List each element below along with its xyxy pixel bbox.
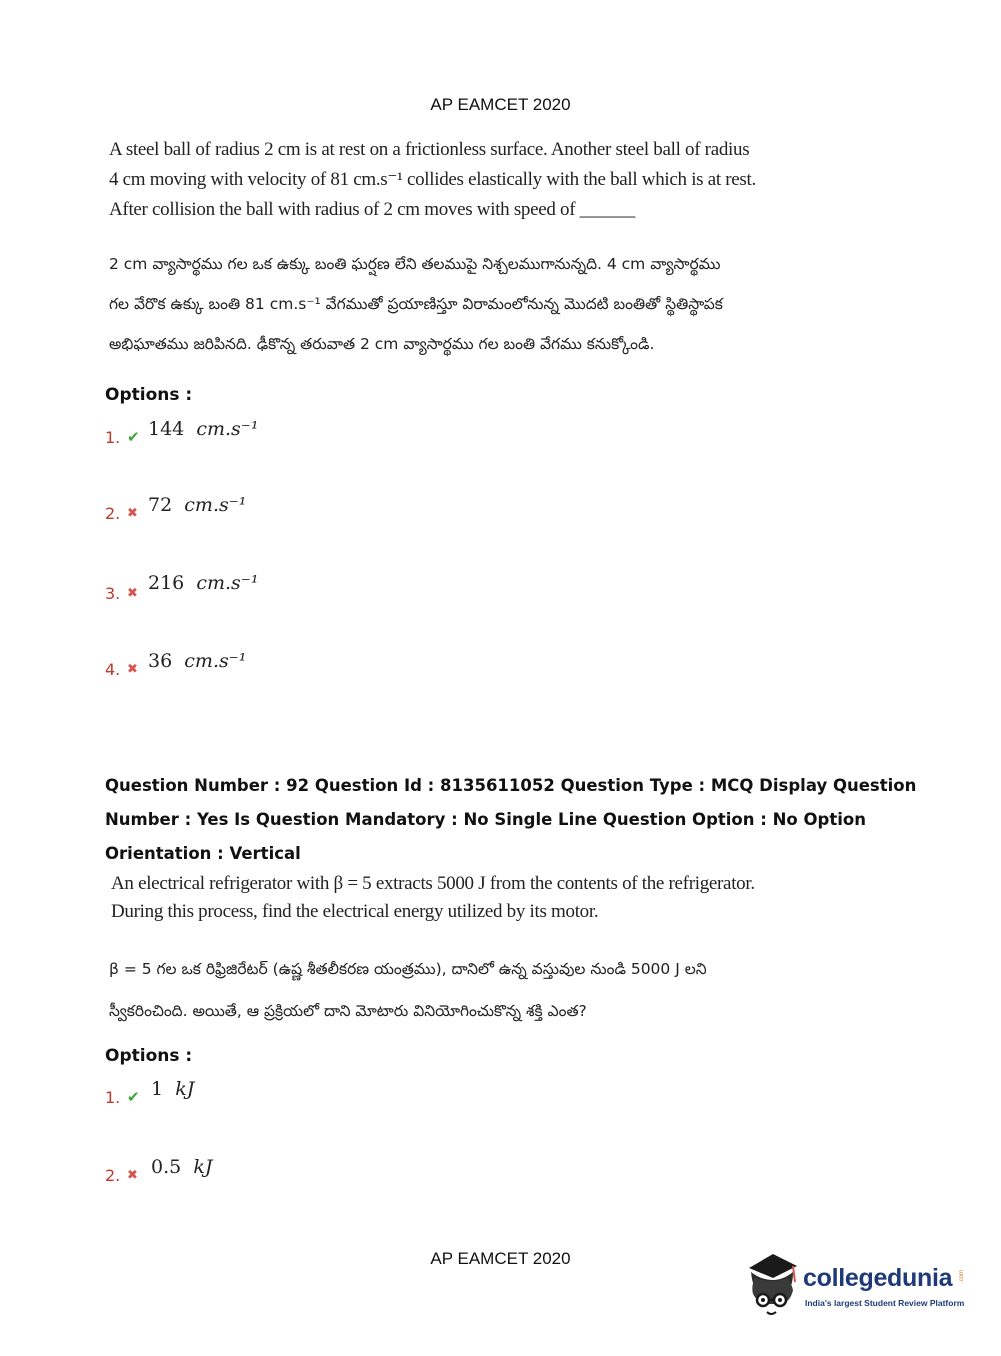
collegedunia-logo[interactable] <box>743 1250 973 1320</box>
check-icon: ✔ <box>127 1090 140 1106</box>
q1-english-line: A steel ball of radius 2 cm is at rest on a frictionless surface. Another steel ball of radius <box>109 139 750 160</box>
q1-options-title: Options : <box>105 385 193 405</box>
option-number: 1. <box>105 1088 121 1107</box>
option-number: 2. <box>105 1166 121 1185</box>
graduate-mascot-icon <box>743 1250 801 1320</box>
logo-domain: .com <box>959 1270 965 1284</box>
q2-meta-line: Question Number : 92 Question Id : 8135611052 Question Type : MCQ Display Question <box>105 776 917 795</box>
option-number: 1. <box>105 428 121 447</box>
q2-english-line: During this process, find the electrical energy utilized by its motor. <box>111 901 599 922</box>
cross-icon: ✖ <box>127 661 138 676</box>
q1-option-4 <box>105 650 505 690</box>
q2-english-text <box>111 870 755 926</box>
q1-option-1 <box>105 418 505 458</box>
cross-icon: ✖ <box>127 505 138 520</box>
q2-telugu-line: స్వీకరించింది. అయితే, ఆ ప్రక్రియలో దాని మోటారు వినియోగించుకొన్న శక్తి ఎంత? <box>109 1002 587 1020</box>
option-value: 72 cm.s⁻¹ <box>148 494 247 516</box>
option-number: 4. <box>105 660 121 679</box>
q2-option-1 <box>105 1078 505 1118</box>
q1-english-text <box>109 135 756 225</box>
q2-option-2 <box>105 1156 505 1196</box>
page-footer: AP EAMCET 2020 <box>430 1249 571 1268</box>
q2-meta <box>105 769 916 871</box>
q1-english-line: 4 cm moving with velocity of 81 cm.s⁻¹ collides elastically with the ball which is at rest. <box>109 169 756 190</box>
q1-telugu-line: గల వేరొక ఉక్కు బంతి 81 cm.s⁻¹ వేగముతో ప్రయాణిస్తూ విరామంలోనున్న మొదటి బంతితో స్థితిస్థాపక <box>109 295 723 313</box>
q2-telugu-text <box>109 960 707 1044</box>
logo-brand: collegedunia <box>803 1264 953 1292</box>
q1-telugu-line: 2 cm వ్యాసార్థము గల ఒక ఉక్కు బంతి ఘర్షణ లేని తలముపై నిశ్చలముగానున్నది. 4 cm వ్యాసార్థము <box>109 255 721 273</box>
cross-icon: ✖ <box>127 585 138 600</box>
option-value: 1 kJ <box>151 1078 195 1100</box>
page-header: AP EAMCET 2020 <box>430 95 571 114</box>
option-value: 0.5 kJ <box>151 1156 213 1178</box>
q2-meta-line: Orientation : Vertical <box>105 844 301 863</box>
q2-meta-line: Number : Yes Is Question Mandatory : No Single Line Question Option : No Option <box>105 810 866 829</box>
option-number: 3. <box>105 584 121 603</box>
q2-telugu-line: β = 5 గల ఒక రిఫ్రిజిరేటర్ (ఉష్ణ శీతలీకరణ యంత్రము), దానిలో ఉన్న వస్తువుల నుండి 5000 J లని <box>109 960 707 978</box>
q1-option-3 <box>105 572 505 612</box>
logo-tagline: India's largest Student Review Platform <box>805 1298 965 1308</box>
option-value: 36 cm.s⁻¹ <box>148 650 247 672</box>
check-icon: ✔ <box>127 430 140 446</box>
option-number: 2. <box>105 504 121 523</box>
q2-english-line: An electrical refrigerator with β = 5 extracts 5000 J from the contents of the refrigerator. <box>111 873 755 894</box>
cross-icon: ✖ <box>127 1167 138 1182</box>
q1-telugu-text <box>109 255 723 375</box>
option-value: 144 cm.s⁻¹ <box>148 418 259 440</box>
q1-telugu-line: అభిఘాతము జరిపినది. ఢీకొన్న తరువాత 2 cm వ్యాసార్థము గల బంతి వేగము కనుక్కోండి. <box>109 335 655 353</box>
q1-option-2 <box>105 494 505 534</box>
q1-english-line: After collision the ball with radius of 2 cm moves with speed of ______ <box>109 199 635 220</box>
q2-options-title: Options : <box>105 1046 193 1066</box>
option-value: 216 cm.s⁻¹ <box>148 572 259 594</box>
